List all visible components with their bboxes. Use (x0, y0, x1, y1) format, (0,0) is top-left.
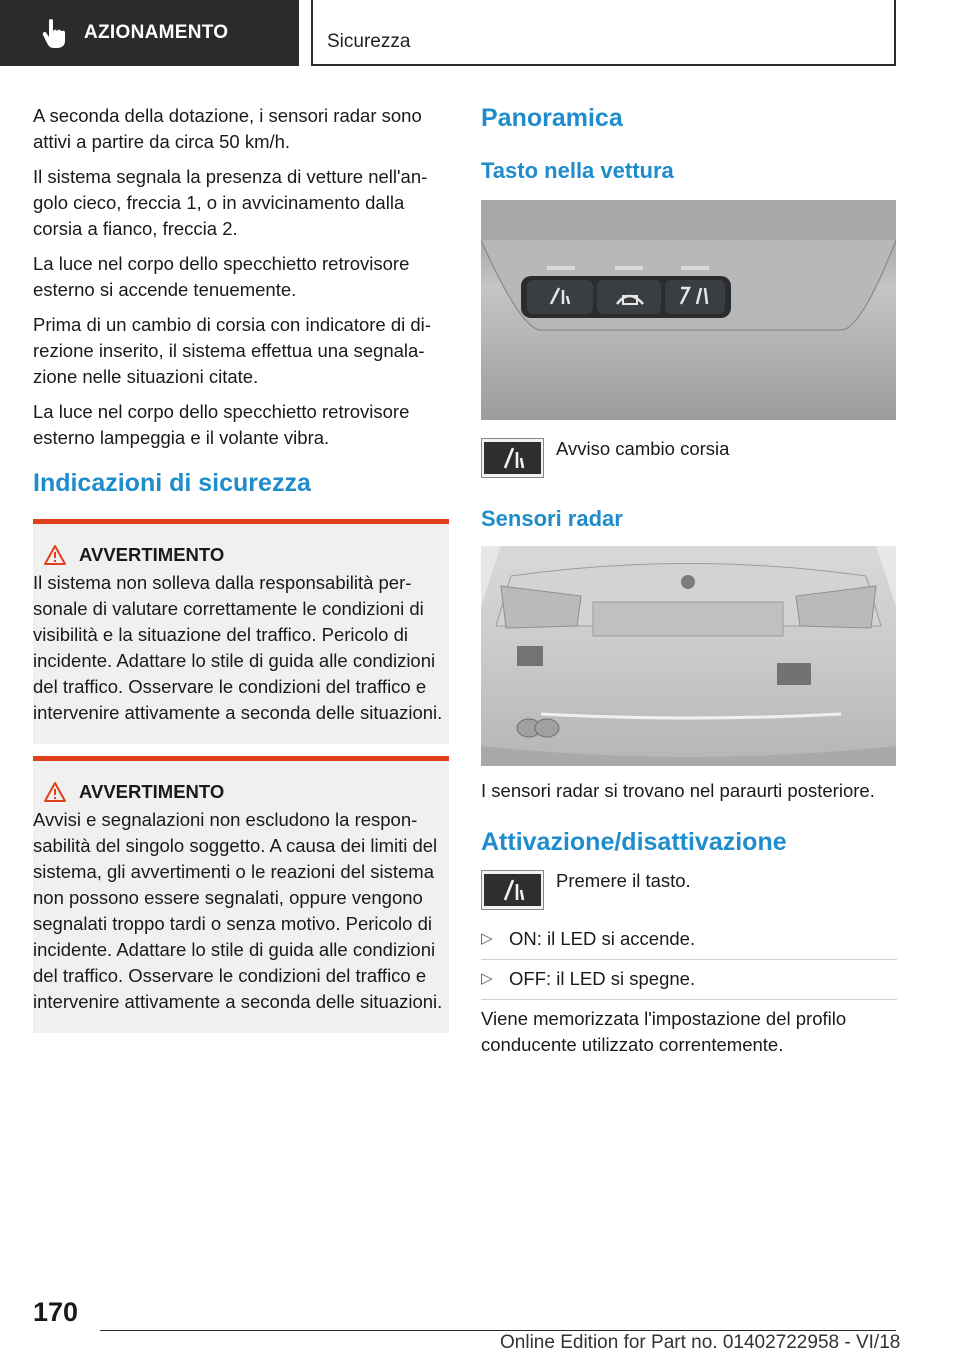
lane-change-button-icon (481, 438, 544, 478)
button-caption: Avviso cambio corsia (556, 438, 730, 459)
closing-paragraph: Viene memorizzata l'impostazione del profilo conducente utilizzato correntemente. (481, 1008, 847, 1055)
warning-box (33, 756, 449, 1033)
warning-box (33, 519, 449, 744)
paragraph: Prima di un cambio di corsia con indicatore di direzione inserito, il sistema effettua una segnalazione nelle situazioni citate. (33, 314, 431, 387)
warning-triangle-icon (43, 544, 67, 566)
button-subheading: Tasto nella vettura (481, 158, 674, 183)
section-box (311, 0, 896, 66)
warning-text: Avvisi e segnalazioni non escludono la responsabilità del singolo soggetto. A causa dei limiti del sistema, gli avvertimenti o le reazioni del sistema non possono essere segnalati, oppure vengono segnalati troppo tardi o senza motivo. Pericolo di incidente. Adattare lo stile di guida alle condizioni del traffico. Osservare le condizioni del traffico e intervenire attivamente a seconda delle situazioni. (33, 809, 443, 1012)
paragraph: La luce nel corpo dello specchietto retrovisore esterno lampeggia e il volante vibra. (33, 401, 410, 448)
button-panel-image (481, 200, 896, 420)
lane-change-button-icon (481, 870, 544, 910)
list-item: ▷ ON: il LED si accende. (481, 926, 897, 960)
section-heading: Indicazioni di sicurezza (33, 469, 311, 497)
hand-icon (38, 16, 72, 50)
footer-rule (100, 1330, 896, 1331)
press-instruction (481, 870, 897, 910)
triangle-bullet-icon: ▷ (481, 970, 493, 987)
press-text: Premere il tasto. (556, 870, 691, 891)
warning-title: AVVERTIMENTO (79, 544, 225, 565)
section-label: Sicurezza (327, 31, 411, 52)
warning-triangle-icon (43, 781, 67, 803)
paragraph: La luce nel corpo dello specchietto retrovisore esterno si accende tenuemente. (33, 253, 410, 300)
triangle-bullet-icon: ▷ (481, 930, 493, 947)
overview-heading: Panoramica (481, 104, 623, 132)
page-number: 170 (33, 1297, 79, 1327)
chapter-tab (0, 0, 299, 66)
paragraph: Il sistema segnala la presenza di vetture nell'angolo cieco, freccia 1, o in avvicinamento dalla corsia a fianco, freccia 2. (33, 166, 428, 239)
activation-heading: Attivazione/disattivazione (481, 828, 787, 856)
radar-caption: I sensori radar si trovano nel paraurti posteriore. (481, 780, 875, 801)
warning-title: AVVERTIMENTO (79, 781, 225, 802)
list-item: ▷ OFF: il LED si spegne. (481, 966, 897, 1000)
status-list (481, 926, 897, 1000)
edition-note: Online Edition for Part no. 01402722958 - VI/18 (500, 1332, 901, 1353)
right-column (481, 102, 897, 1067)
chapter-label: AZIONAMENTO (84, 22, 229, 43)
paragraph: A seconda della dotazione, i sensori radar sono attivi a partire da circa 50 km/h. (33, 105, 422, 152)
rear-bumper-image (481, 546, 896, 766)
warning-text: Il sistema non solleva dalla responsabilità personale di valutare correttamente le condizioni di visibilità e la situazione del traffico. Pericolo di incidente. Adattare lo stile di guida alle condizioni del traffico. Osservare le condizioni del traffico e intervenire attivamente a seconda delle situazioni. (33, 572, 443, 723)
button-legend (481, 438, 897, 478)
radar-subheading: Sensori radar (481, 506, 623, 531)
left-column (33, 103, 449, 1033)
